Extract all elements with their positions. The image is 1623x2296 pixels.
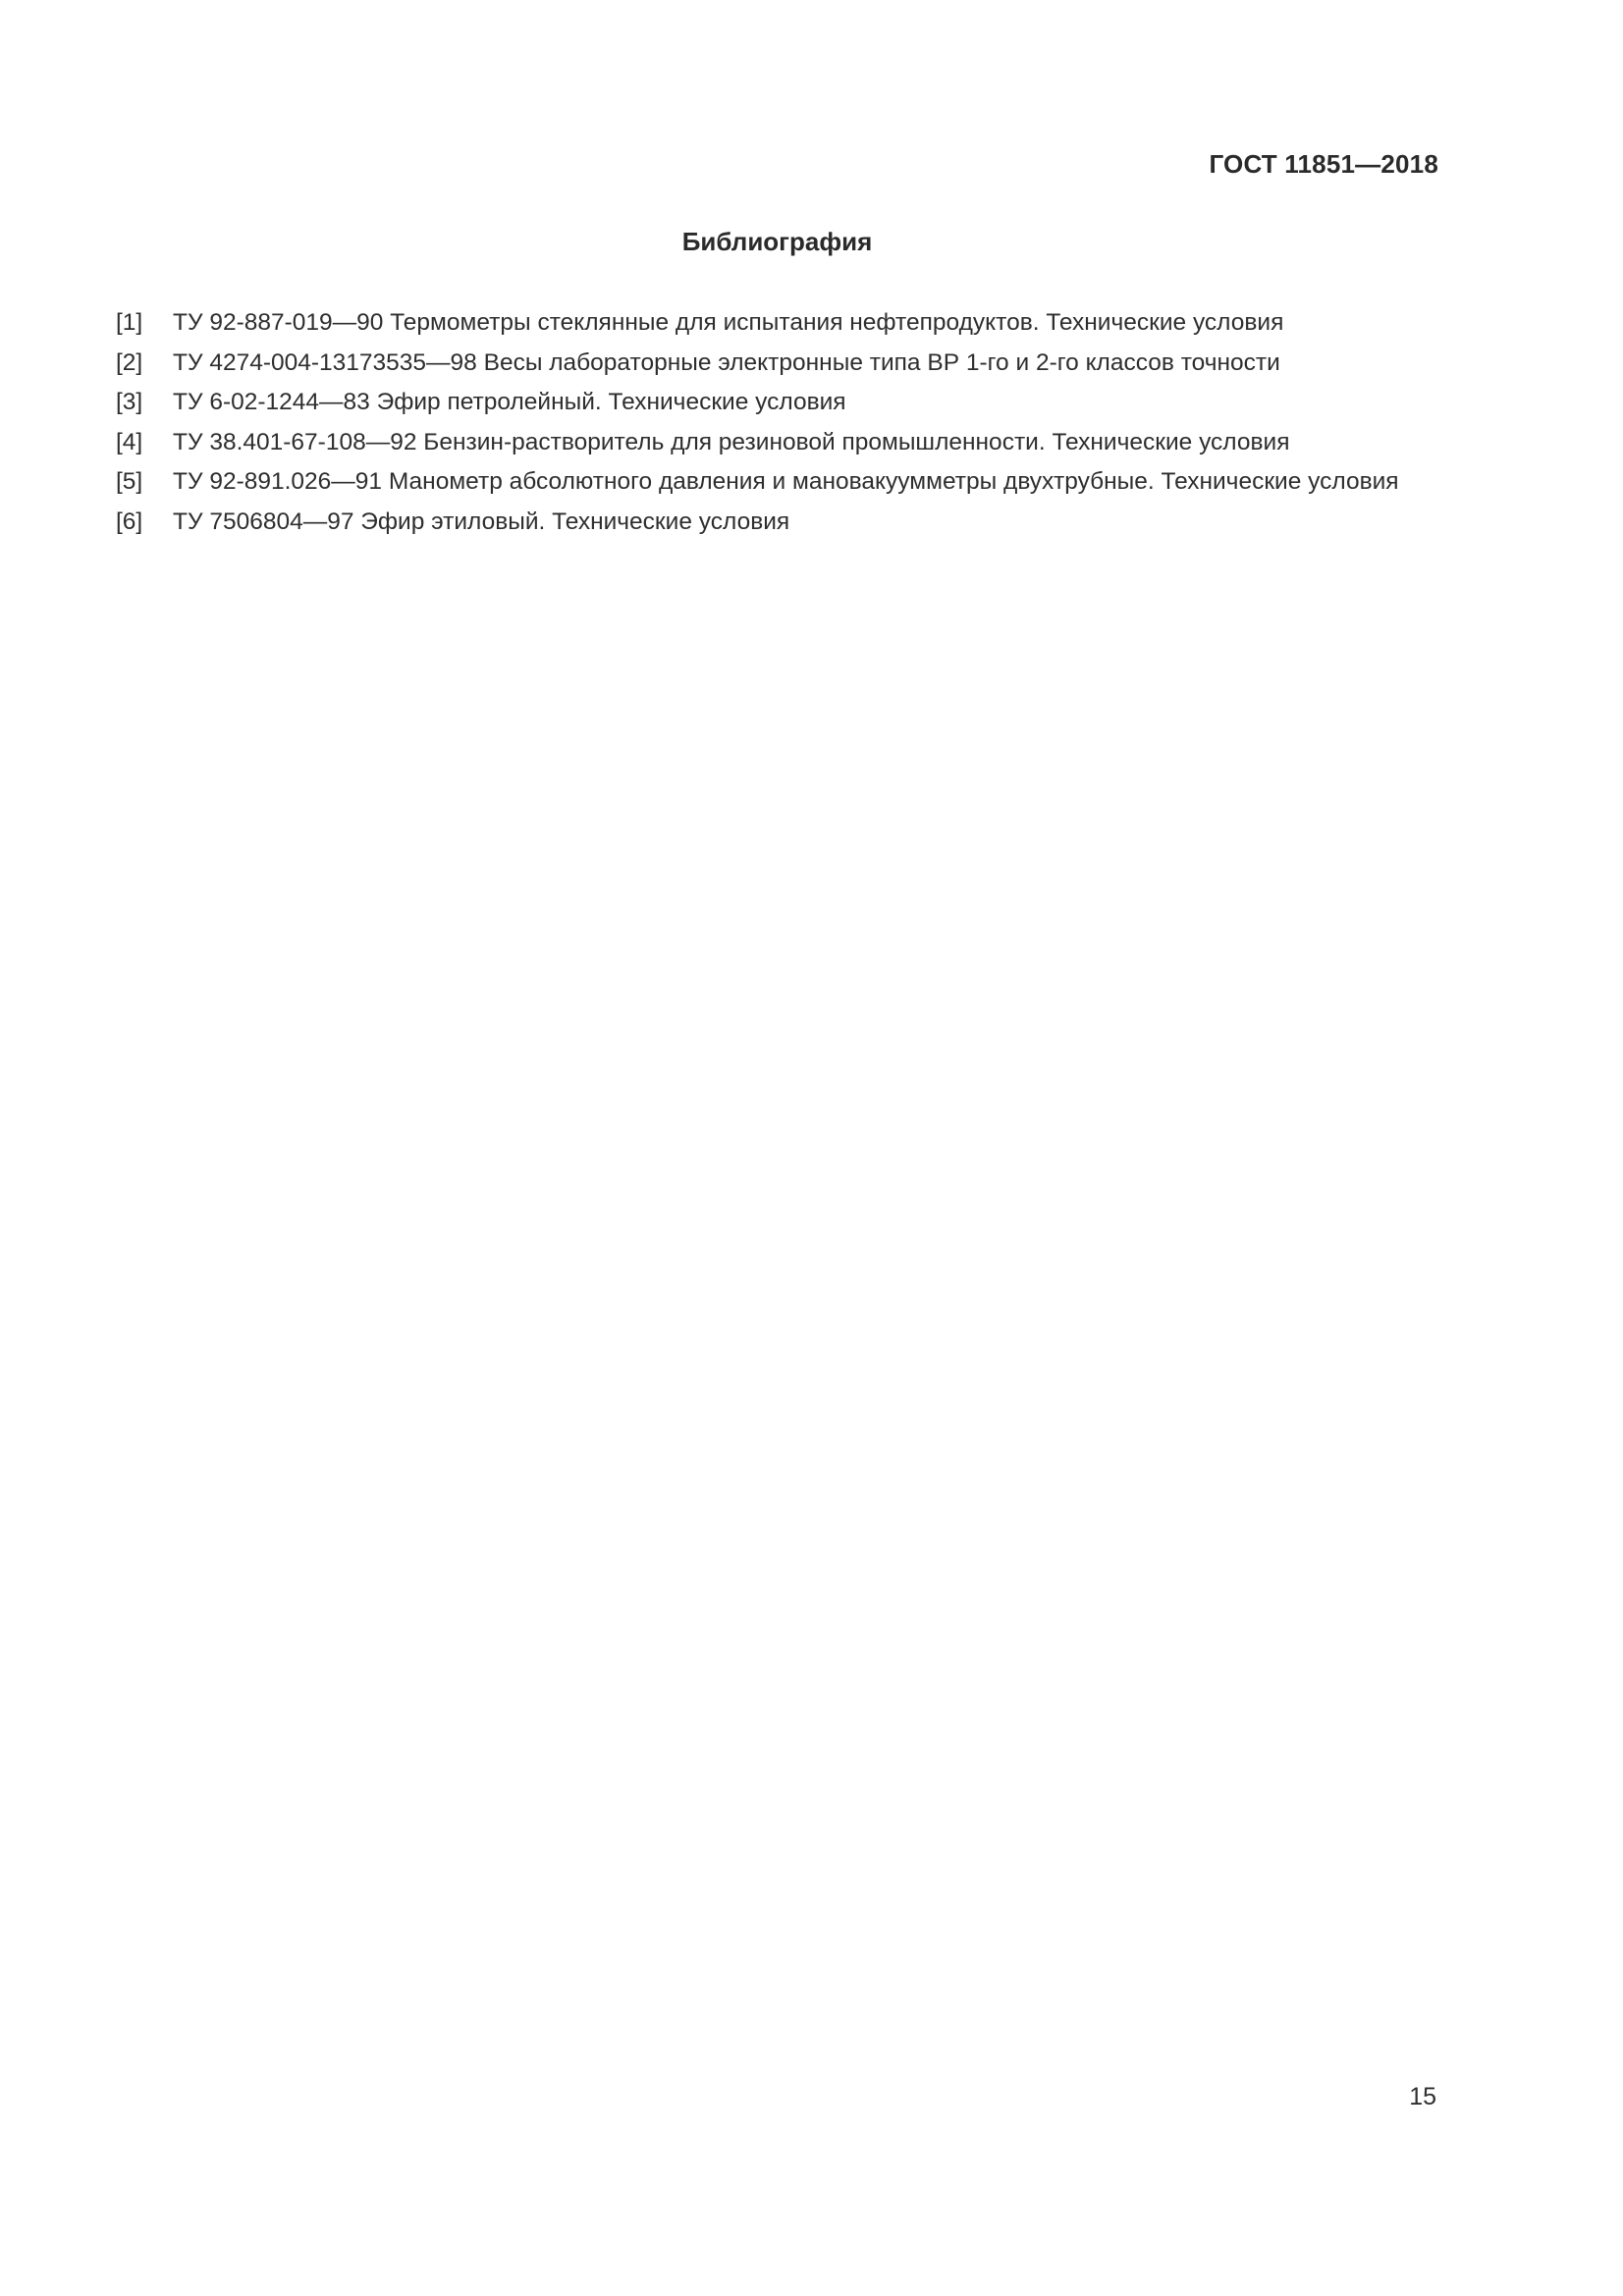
bibliography-item bbox=[116, 508, 1451, 549]
bibliography-text: ТУ 92-891.026—91 Манометр абсолютного давления и мановакуумметры двухтрубные. Технические условия bbox=[173, 468, 1399, 496]
document-code: ГОСТ 11851—2018 bbox=[1209, 149, 1438, 179]
bibliography-list bbox=[116, 309, 1451, 549]
bibliography-text: ТУ 7506804—97 Эфир этиловый. Технические условия bbox=[173, 507, 790, 535]
bibliography-item bbox=[116, 309, 1451, 349]
bibliography-text: ТУ 38.401-67-108—92 Бензин-растворитель для резиновой промышленности. Технические условия bbox=[173, 428, 1290, 455]
bibliography-text: ТУ 92-887-019—90 Термометры стеклянные для испытания нефтепродуктов. Технические условия bbox=[173, 309, 1284, 336]
bibliography-item bbox=[116, 349, 1451, 390]
bibliography-item bbox=[116, 468, 1451, 508]
bibliography-number: [2] bbox=[116, 348, 143, 376]
bibliography-number: [3] bbox=[116, 389, 143, 416]
bibliography-item bbox=[116, 429, 1451, 469]
page-number: 15 bbox=[1409, 2083, 1436, 2110]
bibliography-number: [1] bbox=[116, 309, 143, 336]
bibliography-number: [4] bbox=[116, 428, 143, 455]
bibliography-number: [5] bbox=[116, 468, 143, 496]
bibliography-text: ТУ 6-02-1244—83 Эфир петролейный. Технические условия bbox=[173, 389, 846, 416]
section-title: Библиография bbox=[681, 227, 873, 256]
bibliography-number: [6] bbox=[116, 507, 143, 535]
bibliography-item bbox=[116, 389, 1451, 429]
bibliography-text: ТУ 4274-004-13173535—98 Весы лабораторные электронные типа ВР 1-го и 2-го классов точности bbox=[173, 348, 1280, 376]
